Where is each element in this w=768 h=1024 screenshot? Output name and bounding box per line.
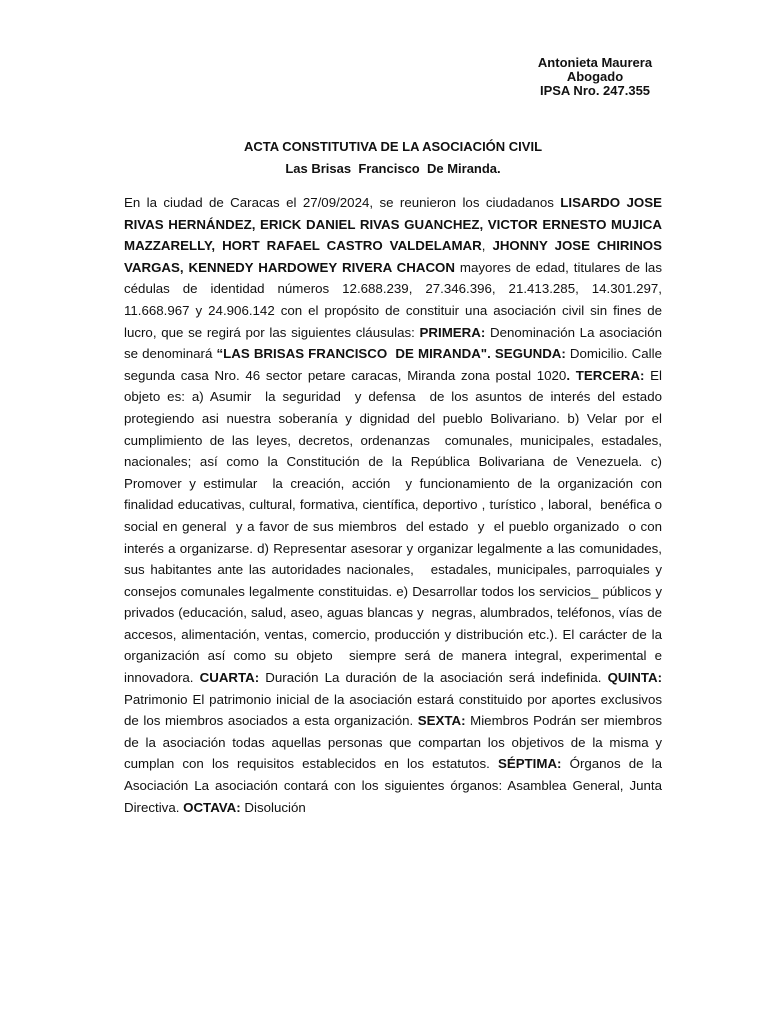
body-bold-run: CUARTA: <box>199 670 260 686</box>
body-text-run: Miembros Podrán ser miembros de la asociación todas aquellas personas que compartan los objetivos de la misma y cumplan con los requisitos establecidos en los estatutos. <box>124 713 666 772</box>
body-text-run: El objeto es: a) Asumir la seguridad y defensa de los asuntos de interés del estado protegiendo asi nuestra soberanía y dignidad del pueblo Bolivariano. b) Velar por el cumplimiento de las leyes, decretos, ordenanzas comunales, municipales, estadales, nacionales; así como la Constitución de la República Bolivariana de Venezuela. c) Promover y estimular la creación, acción y funcionamiento de la organización con finalidad educativas, cultural, formativa, científica, deportivo , turístico , laboral, benéfica o social en general y a favor de sus miembros del estado y el pueblo organizado o con interés a organizarse. d) Representar asesorar y organizar legalmente a las comunidades, sus habitantes ante las autoridades nacionales, estadales, municipales, parroquiales y consejos comunales legalmente constituidas. e) Desarrollar todos los servicios_ públicos y privados (educación, salud, aseo, aguas blancas y negras, alumbrados, teléfonos, vías de accesos, alimentación, ventas, comercio, producción y distribución etc.). El carácter de la organización así como su objeto siempre será de manera integral, experimental e innovadora. <box>124 367 670 686</box>
body-text-run: , <box>481 238 493 254</box>
body-text-run: mayores de edad, titulares de las cédulas de identidad números 12.688.239, 27.346.396, 21.413.285, 14.301.297, 11.668.967 y 24.906.142 con el propósito de constituir una asociación civil sin fines de lucro, que se regirá por las siguientes cláusulas: <box>124 259 666 340</box>
body-bold-run: SEXTA: <box>417 713 466 729</box>
body-bold-run: LISARDO JOSE RIVAS HERNÁNDEZ, ERICK DANIEL RIVAS GUANCHEZ, VICTOR ERNESTO MUJICA MAZZARELLY, HORT RAFAEL CASTRO VALDELAMAR <box>124 195 666 254</box>
body-bold-run: PRIMERA: <box>419 324 486 340</box>
body-bold-run: “LAS BRISAS FRANCISCO DE MIRANDA". SEGUNDA: <box>216 346 566 362</box>
body-text-run: Órganos de la Asociación La asociación contará con los siguientes órganos: Asamblea General, Junta Directiva. <box>124 756 666 815</box>
body-text-run: Duración La duración de la asociación será indefinida. <box>259 670 608 686</box>
document-title: ACTA CONSTITUTIVA DE LA ASOCIACIÓN CIVIL <box>243 139 543 154</box>
lawyer-profession: Abogado <box>566 69 624 84</box>
body-bold-run: QUINTA: <box>607 670 663 686</box>
document-titles <box>124 139 662 177</box>
body-bold-run: . TERCERA: <box>566 367 645 383</box>
lawyer-name: Antonieta Maurera <box>537 55 653 70</box>
lawyer-header <box>520 56 670 98</box>
body-text-run: Patrimonio El patrimonio inicial de la asociación estará constituido por aportes exclusivos de los miembros asociados a esta organización. <box>124 670 666 729</box>
document-subtitle: Las Brisas Francisco De Miranda. <box>285 161 501 176</box>
body-paragraph <box>124 192 670 818</box>
body-bold-run: JHONNY JOSE CHIRINOS VARGAS, KENNEDY HARDOWEY RIVERA CHACON <box>124 238 666 275</box>
body-text-run: Disolución <box>240 799 306 815</box>
body-text-run: Denominación La asociación se denominará <box>124 324 666 362</box>
body-text-run: En la ciudad de Caracas el 27/09/2024, se reunieron los ciudadanos <box>124 195 561 210</box>
lawyer-ipsa-number: IPSA Nro. 247.355 <box>539 83 651 98</box>
body-text-run: Domicilio. Calle segunda casa Nro. 46 sector petare caracas, Miranda zona postal 1020 <box>124 346 666 383</box>
body-bold-run: OCTAVA: <box>183 799 241 815</box>
body-bold-run: SÉPTIMA: <box>497 756 562 772</box>
